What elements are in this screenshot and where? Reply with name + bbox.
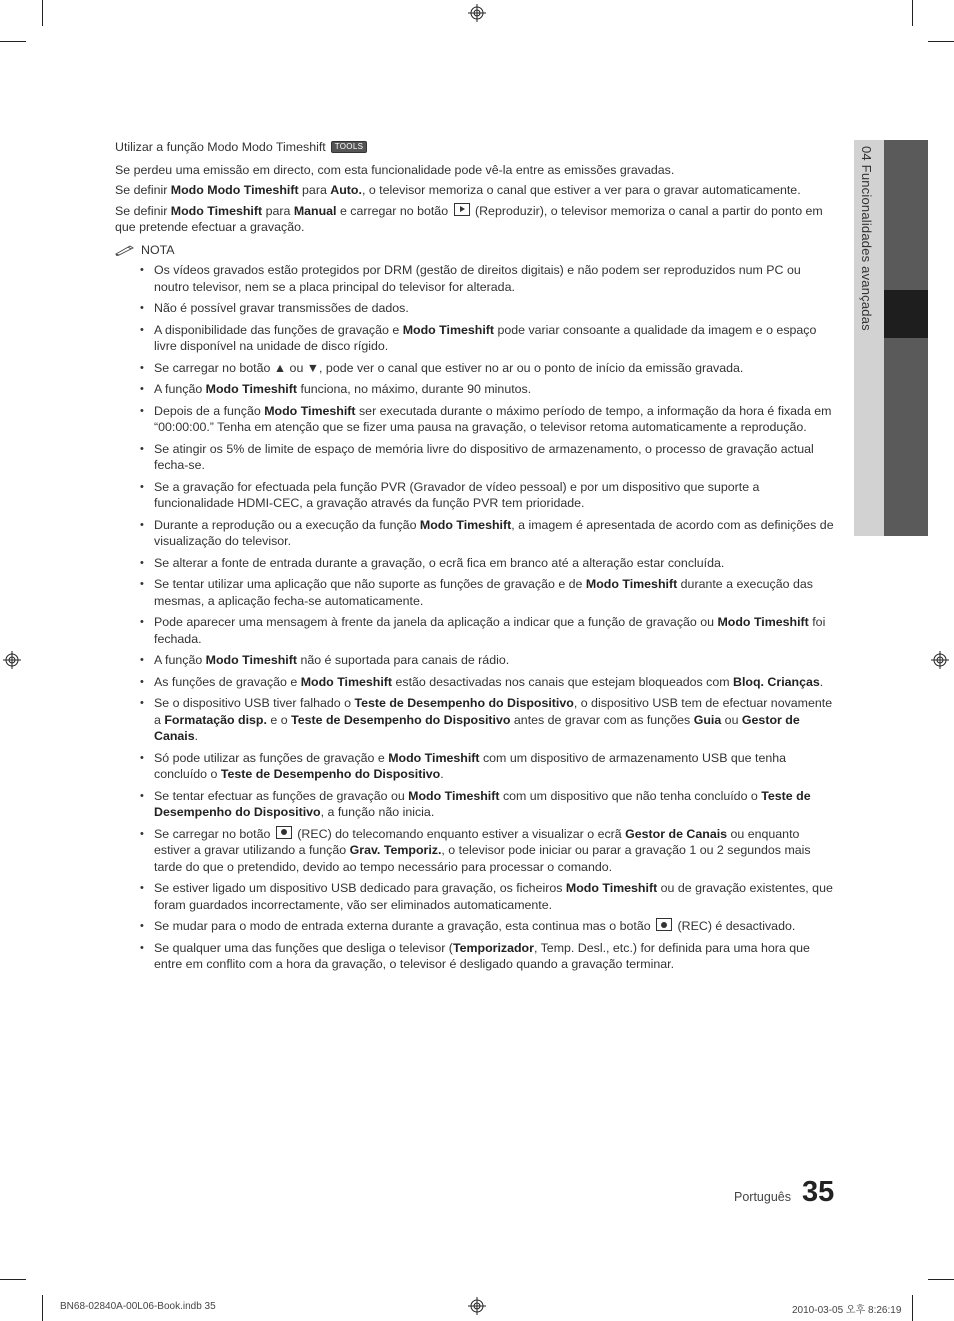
list-item: [115, 788, 839, 821]
bold-term: Modo Timeshift: [419, 517, 512, 532]
bold-term: Teste de Desempenho do Dispositivo: [220, 767, 441, 781]
text-run: funciona, no máximo, durante 90 minutos.: [297, 382, 532, 396]
bold-term: Modo Timeshift: [264, 403, 356, 418]
text-run: As funções de gravação e: [154, 674, 301, 689]
bold-term: Teste de Desempenho do Dispositivo: [354, 696, 574, 710]
print-timestamp: 2010-03-05 오후 8:26:19: [792, 1305, 902, 1316]
side-tab-strip: [884, 140, 928, 536]
text-run: para: [262, 203, 294, 218]
bold-term: Modo Timeshift: [205, 382, 297, 396]
list-item: [115, 918, 839, 935]
text-run: não é suportada para canais de rádio.: [297, 653, 510, 667]
text-run: Se definir: [115, 183, 171, 197]
crop-mark: [42, 0, 43, 26]
text-run: Se carregar no botão: [154, 826, 274, 841]
text-run: , a imagem é apresentada de acordo com as definições de visualização do televisor.: [154, 517, 834, 548]
bold-term: Gestor de Canais: [154, 712, 800, 743]
bold-term: Formatação disp.: [164, 712, 267, 727]
text-run: Pode aparecer uma mensagem à frente da janela da aplicação a indicar que a função de gravação ou: [154, 615, 718, 629]
list-item: [115, 479, 839, 512]
bold-term: Auto.: [330, 183, 362, 197]
text-run: Se alterar a fonte de entrada durante a gravação, o ecrã fica em branco até a alteração estar concluída.: [154, 555, 725, 570]
list-item: [115, 381, 839, 398]
intro-paragraph: [115, 182, 839, 199]
bold-term: Modo Timeshift: [565, 881, 658, 895]
list-item: [115, 576, 839, 609]
text-run: ou de gravação existentes, que foram guardados incorrectamente, vão ser eliminados automaticamente.: [154, 881, 833, 912]
text-run: , o televisor memoriza o canal que estiver a ver para o gravar automaticamente.: [361, 183, 801, 197]
file-info: BN68-02840A-00L06-Book.indb 35: [60, 1301, 216, 1312]
text-run: Não é possível gravar transmissões de dados.: [154, 301, 409, 315]
bold-term: Modo Timeshift: [170, 203, 263, 218]
list-item: [115, 614, 839, 647]
text-run: Se a gravação for efectuada pela função PVR (Gravador de vídeo pessoal) e por um dispositivo que suporte a funcionalidade HDMI-CEC, a gravação através da função PVR tem prioridade.: [154, 479, 760, 510]
list-item: [115, 695, 839, 745]
text-run: A função: [154, 653, 206, 667]
text-run: Se tentar utilizar uma aplicação que não suporte as funções de gravação e de: [154, 577, 586, 591]
list-item: [115, 940, 839, 973]
crop-mark: [0, 1279, 26, 1280]
footer-language: Português: [734, 1190, 791, 1204]
section-title: Utilizar a função Modo Modo Timeshift: [115, 140, 326, 154]
crop-mark: [928, 41, 954, 42]
registration-mark-icon: [468, 4, 486, 22]
bold-term: Modo Timeshift: [585, 577, 678, 591]
note-list: [115, 262, 839, 973]
registration-mark-icon: [468, 1297, 486, 1315]
bold-term: Modo Modo Timeshift: [170, 183, 299, 197]
text-run: Durante a reprodução ou a execução da função: [154, 517, 420, 532]
bold-term: Bloq. Crianças: [733, 674, 820, 689]
text-run: Se tentar efectuar as funções de gravação ou: [154, 788, 409, 803]
bold-term: Modo Timeshift: [205, 653, 297, 667]
bold-term: Guia: [693, 712, 722, 727]
note-label: NOTA: [141, 242, 175, 257]
intro-paragraph: [115, 203, 839, 236]
registration-mark-icon: [931, 651, 949, 669]
list-item: [115, 403, 839, 436]
tools-badge: TOOLS: [331, 141, 367, 153]
text-run: antes de gravar com as funções: [510, 712, 694, 727]
crop-mark: [912, 0, 913, 26]
text-run: foi fechada.: [154, 615, 826, 646]
crop-mark: [42, 1295, 43, 1321]
bold-term: Gestor de Canais: [625, 826, 728, 841]
text-run: pode variar consoante a qualidade da imagem e o espaço livre disponível na unidade de disco rígido.: [154, 322, 817, 353]
text-run: e o: [266, 712, 292, 727]
text-run: ou enquanto estiver a gravar utilizando a função: [154, 826, 800, 857]
play-button-icon: [454, 203, 470, 216]
list-item: [115, 826, 839, 876]
bold-term: Modo Timeshift: [408, 788, 500, 803]
text-run: com um dispositivo que não tenha concluído o: [499, 788, 762, 803]
side-tab-label: 04 Funcionalidades avançadas: [859, 146, 874, 331]
rec-button-icon: [276, 826, 292, 839]
note-heading: [115, 242, 839, 259]
registration-mark-icon: [3, 651, 21, 669]
text-run: (REC) é desactivado.: [674, 919, 796, 933]
text-run: e carregar no botão: [336, 203, 452, 218]
text-run: A disponibilidade das funções de gravação e: [154, 322, 403, 337]
page-number: 35: [802, 1176, 835, 1208]
pencil-note-icon: [115, 244, 137, 256]
text-run: estão desactivadas nos canais que estejam bloqueados com: [392, 674, 734, 689]
text-run: (Reproduzir), o televisor memoriza o canal a partir do ponto em que pretende efectuar a gravação.: [115, 203, 823, 234]
text-run: Se carregar no botão ▲ ou ▼, pode ver o canal que estiver no ar ou o ponto de início da emissão gravada.: [154, 360, 744, 375]
intro-paragraphs: [115, 162, 839, 236]
text-run: Se qualquer uma das funções que desliga o televisor (: [154, 940, 453, 955]
crop-mark: [928, 1279, 954, 1280]
text-run: ou: [721, 712, 742, 727]
text-run: Os vídeos gravados estão protegidos por DRM (gestão de direitos digitais) e não podem ser reproduzidos num PC ou noutro televisor, nem se a placa principal do televisor for alterada.: [154, 263, 801, 294]
text-run: com um dispositivo de armazenamento USB que tenha concluído o: [154, 750, 787, 781]
list-item: [115, 300, 839, 317]
list-item: [115, 441, 839, 474]
list-item: [115, 555, 839, 572]
intro-paragraph: [115, 162, 839, 179]
bold-term: Teste de Desempenho do Dispositivo: [291, 712, 511, 727]
bold-term: Temporizador: [452, 940, 534, 955]
text-run: durante a execução das mesmas, a aplicação fecha-se automaticamente.: [154, 577, 813, 608]
text-run: , o dispositivo USB tem de efectuar novamente a: [154, 696, 833, 727]
text-run: , Temp. Desl., etc.) for definida para uma hora que entre em conflito com a hora da gravação, o televisor é desligado quando a gravação terminar.: [154, 940, 810, 971]
list-item: [115, 262, 839, 295]
list-item: [115, 322, 839, 355]
page-content: [115, 139, 839, 978]
section-heading: [115, 139, 839, 156]
text-run: , o televisor pode iniciar ou parar a gravação 1 ou 2 segundos mais tarde do que o pretendido, devido ao tempo necessário para processar o comando.: [154, 843, 811, 874]
list-item: [115, 517, 839, 550]
rec-button-icon: [656, 918, 672, 931]
list-item: [115, 880, 839, 913]
text-run: para: [298, 183, 331, 197]
text-run: Se definir: [115, 203, 171, 218]
crop-mark: [912, 1295, 913, 1321]
list-item: [115, 360, 839, 377]
text-run: Só pode utilizar as funções de gravação e: [154, 750, 389, 765]
text-run: Se atingir os 5% de limite de espaço de memória livre do dispositivo de armazenamento, o processo de gravação actual fecha-se.: [154, 441, 814, 472]
text-run: Se perdeu uma emissão em directo, com esta funcionalidade pode vê-la entre as emissões gravadas.: [115, 162, 675, 177]
text-run: Se mudar para o modo de entrada externa durante a gravação, esta continua mas o botão: [154, 919, 655, 933]
list-item: [115, 674, 839, 691]
bold-term: Modo Timeshift: [717, 615, 809, 629]
bold-term: Grav. Temporiz.: [349, 843, 442, 857]
bold-term: Modo Timeshift: [300, 674, 393, 689]
text-run: .: [819, 674, 824, 689]
text-run: ser executada durante o máximo período de tempo, a informação da hora é fixada em “00:00:00.” Tenha em atenção que se fizer uma pausa na gravação, o televisor retoma automaticamente a reprodução.: [154, 403, 832, 434]
text-run: A função: [154, 382, 206, 396]
crop-mark: [0, 41, 26, 42]
list-item: [115, 750, 839, 783]
bold-term: Teste de Desempenho do Dispositivo: [154, 788, 811, 819]
text-run: .: [194, 729, 199, 743]
side-tab-active-marker: [884, 290, 928, 338]
list-item: [115, 652, 839, 669]
text-run: (REC) do telecomando enquanto estiver a visualizar o ecrã: [293, 826, 626, 841]
text-run: .: [440, 767, 444, 781]
text-run: Se estiver ligado um dispositivo USB dedicado para gravação, os ficheiros: [154, 881, 566, 895]
bold-term: Manual: [293, 203, 337, 218]
bold-term: Modo Timeshift: [402, 322, 495, 337]
text-run: Se o dispositivo USB tiver falhado o: [154, 696, 355, 710]
text-run: , a função não inicia.: [320, 805, 435, 819]
bold-term: Modo Timeshift: [388, 750, 480, 765]
text-run: Depois de a função: [154, 403, 265, 418]
